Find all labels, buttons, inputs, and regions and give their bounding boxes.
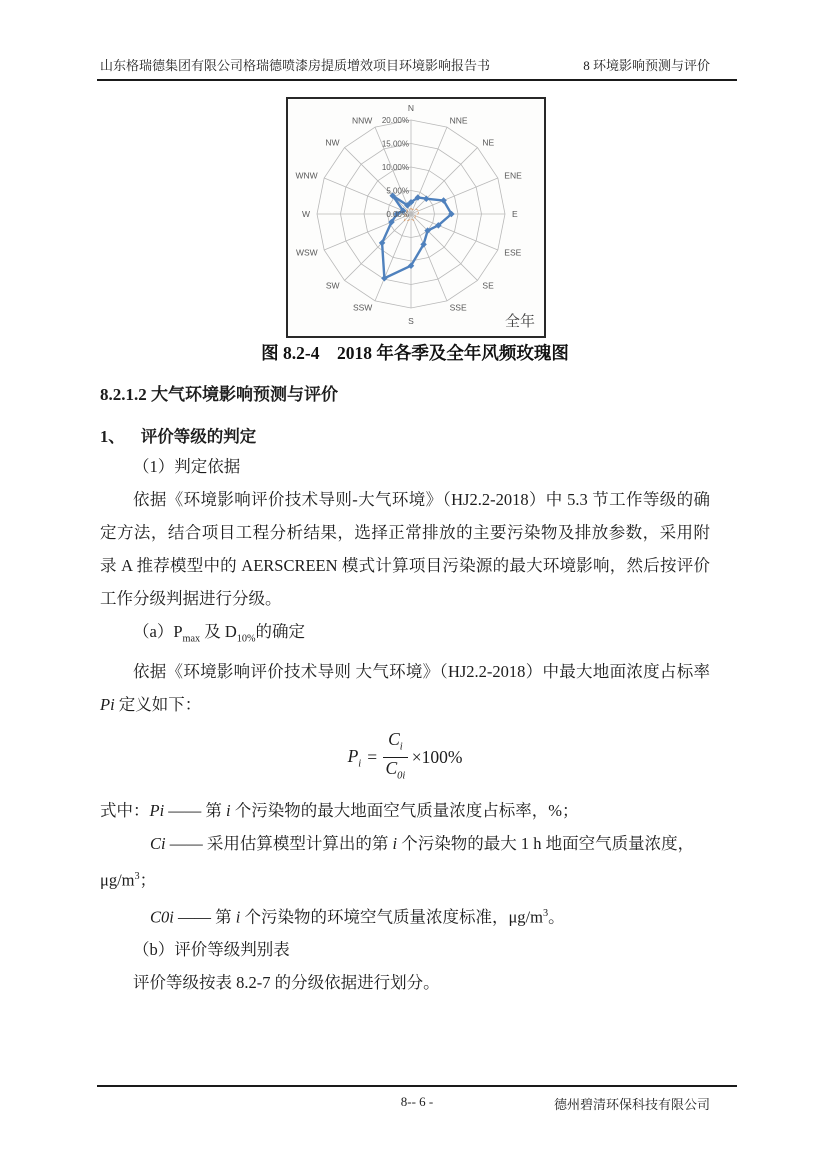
- formula-equals: =: [367, 747, 378, 768]
- paragraph-item-b: （b）评价等级判别表: [133, 940, 290, 960]
- page-footer: [97, 1085, 737, 1117]
- figure-caption: 图 8.2-4 2018 年各季及全年风频玫瑰图: [261, 343, 569, 363]
- svg-text:W: W: [301, 209, 310, 219]
- paragraph-item-a: $(a)P_{max}$ 及 $D_{10\%}$的确定: [133, 622, 305, 645]
- footer-company-name: 德州碧清环保科技有限公司: [553, 1097, 710, 1112]
- svg-text:SE: SE: [482, 280, 494, 291]
- svg-text:SSW: SSW: [352, 302, 373, 313]
- main-content: [100, 378, 710, 999]
- paragraph-pi-definition: 依据《环境影响评价技术导则 大气环境》（HJ2.2-2018）中最大地面浓度占标率 Pi 定义如下：: [100, 662, 710, 715]
- svg-text:S: S: [408, 316, 414, 326]
- paragraph-where-unit: $\mu g/m^3$；: [100, 870, 157, 890]
- paragraph-where-ci: Ci —— 采用估算模型计算出的第 i 个污染物的最大 1 h 地面空气质量浓度，: [150, 834, 695, 854]
- formula-fraction: [383, 729, 408, 787]
- svg-text:NW: NW: [325, 137, 340, 148]
- paragraph-where-c0i: C0i —— 第 i 个污染物的环境空气质量浓度标准，$\mu g/m^3$。: [150, 907, 565, 927]
- svg-text:5.00%: 5.00%: [386, 186, 409, 196]
- subsection-heading: [100, 424, 710, 450]
- wind-rose-figure: [286, 97, 546, 338]
- svg-text:WNW: WNW: [295, 170, 318, 181]
- svg-text:E: E: [512, 209, 518, 219]
- svg-text:0.00%: 0.00%: [386, 210, 409, 219]
- svg-text:15.00%: 15.00%: [381, 139, 409, 149]
- subsection-title: 评价等级的判定: [140, 427, 257, 446]
- formula-multiplier: ×100%: [411, 747, 463, 768]
- svg-text:NNW: NNW: [352, 115, 373, 126]
- section-heading: 8.2.1.2 大气环境影响预测与评价: [100, 385, 338, 404]
- formula-pi: [100, 728, 710, 782]
- formula-denominator: $C_{0i}$: [385, 758, 406, 782]
- svg-text:SSE: SSE: [449, 302, 467, 313]
- paragraph-grading: 评价等级按表 8.2-7 的分级依据进行划分。: [133, 973, 440, 993]
- svg-text:ESE: ESE: [504, 247, 522, 258]
- formula-numerator: $C_i$: [383, 729, 408, 759]
- footer-page-number: 8-- 6 -: [400, 1094, 434, 1109]
- svg-text:WSW: WSW: [295, 247, 318, 258]
- page-header: [97, 55, 737, 81]
- svg-text:SW: SW: [325, 280, 340, 291]
- svg-text:ENE: ENE: [504, 170, 522, 181]
- formula-lhs: $P_i$: [347, 746, 362, 770]
- wind-rose-chart: [288, 99, 544, 336]
- header-chapter-title: 8 环境影响预测与评价: [583, 58, 710, 73]
- header-document-title: 山东格瑞德集团有限公司格瑞德喷漆房提质增效项目环境影响报告书: [100, 58, 491, 73]
- svg-text:NE: NE: [482, 137, 495, 148]
- svg-text:NNE: NNE: [449, 115, 468, 126]
- svg-text:N: N: [407, 103, 415, 113]
- season-label: 全年: [504, 313, 535, 330]
- svg-text:20.00%: 20.00%: [381, 116, 409, 125]
- paragraph-judge-basis: （1）判定依据: [133, 457, 241, 476]
- paragraph-where-pi: 式中：Pi —— 第 i 个污染物的最大地面空气质量浓度占标率，%；: [100, 801, 579, 821]
- paragraph-method: 依据《环境影响评价技术导则-大气环境》（HJ2.2-2018）中 5.3 节工作等级的确定方法，结合项目工程分析结果，选择正常排放的主要污染物及排放参数，采用附录 A 推荐模型中的 AERSCREEN 模式计算项目污染源的最大环境影响，然后按评价工作分级判据进行分级。: [100, 490, 710, 608]
- svg-text:10.00%: 10.00%: [381, 163, 409, 172]
- subsection-number: 1、: [100, 427, 125, 446]
